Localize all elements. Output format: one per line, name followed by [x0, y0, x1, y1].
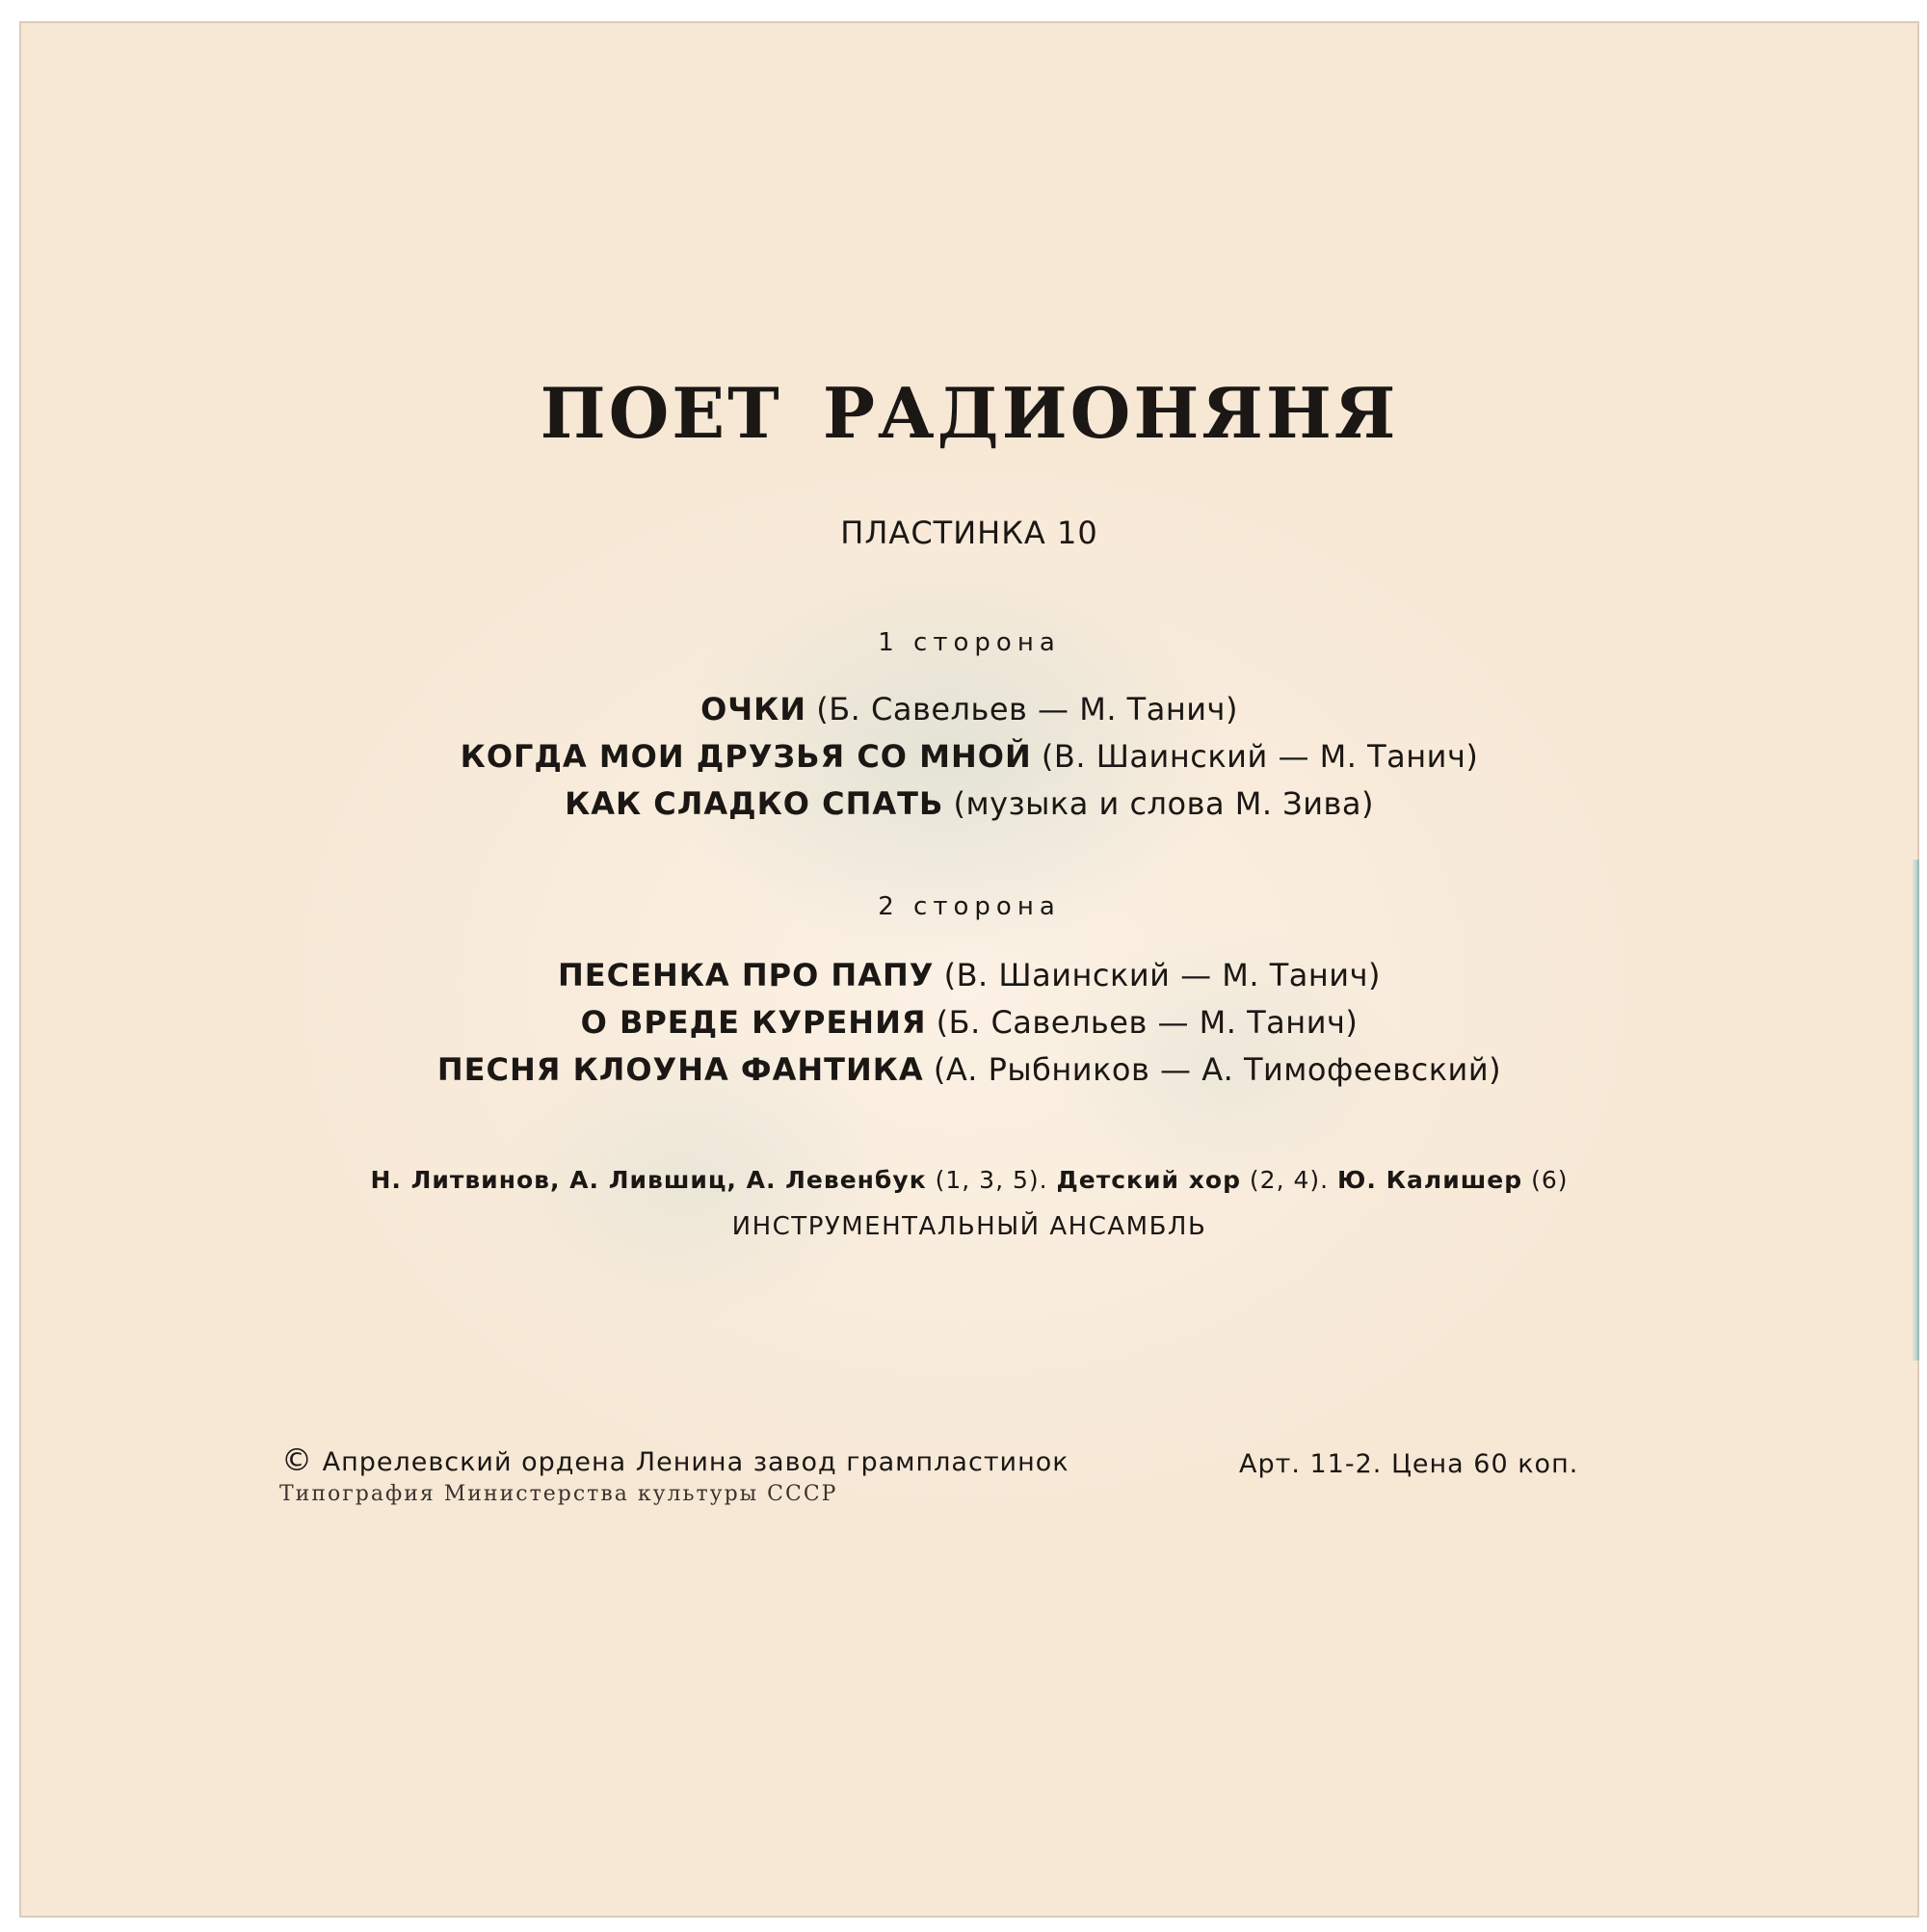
record-sleeve-back — [19, 21, 1919, 1918]
side-2-tracklist — [19, 952, 1919, 1094]
record-number: ПЛАСТИНКА 10 — [840, 515, 1098, 551]
performers-group-2: Детский хор — [1056, 1166, 1241, 1194]
track-credits: (Б. Савельев — М. Танич) — [816, 691, 1238, 728]
copyright-icon: © — [281, 1442, 313, 1478]
album-title: ПОЕТ РАДИОНЯНЯ — [540, 372, 1399, 454]
side-2-label: 2 сторона — [878, 892, 1061, 921]
track-item — [19, 1046, 1919, 1094]
track-item — [19, 999, 1919, 1046]
track-title: ПЕСЕНКА ПРО ПАПУ — [558, 957, 935, 993]
track-credits: (Б. Савельев — М. Танич) — [936, 1004, 1359, 1041]
ensemble-line: ИНСТРУМЕНТАЛЬНЫЙ АНСАМБЛЬ — [731, 1212, 1207, 1241]
track-credits: (А. Рыбников — А. Тимофеевский) — [933, 1051, 1502, 1088]
track-credits: (музыка и слова М. Зива) — [953, 785, 1374, 822]
track-credits: (В. Шаинский — М. Танич) — [943, 957, 1381, 993]
article-price: Арт. 11-2. Цена 60 коп. — [1239, 1449, 1579, 1479]
track-item — [19, 952, 1919, 999]
track-item — [19, 781, 1919, 828]
performers-group-2-tracks: (2, 4). — [1249, 1166, 1330, 1194]
publisher-line — [281, 1442, 1069, 1478]
printer-line: Типография Министерства культуры СССР — [279, 1482, 838, 1506]
side-1-tracklist — [19, 686, 1919, 828]
track-item — [19, 686, 1919, 733]
track-title: ПЕСНЯ КЛОУНА ФАНТИКА — [436, 1051, 924, 1088]
track-title: ОЧКИ — [700, 691, 807, 728]
performers-group-3: Ю. Калишер — [1337, 1166, 1523, 1194]
performers-group-1-tracks: (1, 3, 5). — [935, 1166, 1048, 1194]
track-title: О ВРЕДЕ КУРЕНИЯ — [580, 1004, 927, 1041]
performers-group-3-tracks: (6) — [1531, 1166, 1569, 1194]
track-title: КОГДА МОИ ДРУЗЬЯ СО МНОЙ — [460, 738, 1032, 775]
publisher-name: Апрелевский ордена Ленина завод грампластинок — [322, 1447, 1069, 1477]
sleeve-edge — [1912, 860, 1919, 1361]
performers-line — [19, 1166, 1919, 1194]
track-title: КАК СЛАДКО СПАТЬ — [565, 785, 944, 822]
side-1-label: 1 сторона — [878, 628, 1061, 657]
track-credits: (В. Шаинский — М. Танич) — [1041, 738, 1479, 775]
performers-group-1: Н. Литвинов, А. Лившиц, А. Левенбук — [370, 1166, 927, 1194]
track-item — [19, 733, 1919, 781]
